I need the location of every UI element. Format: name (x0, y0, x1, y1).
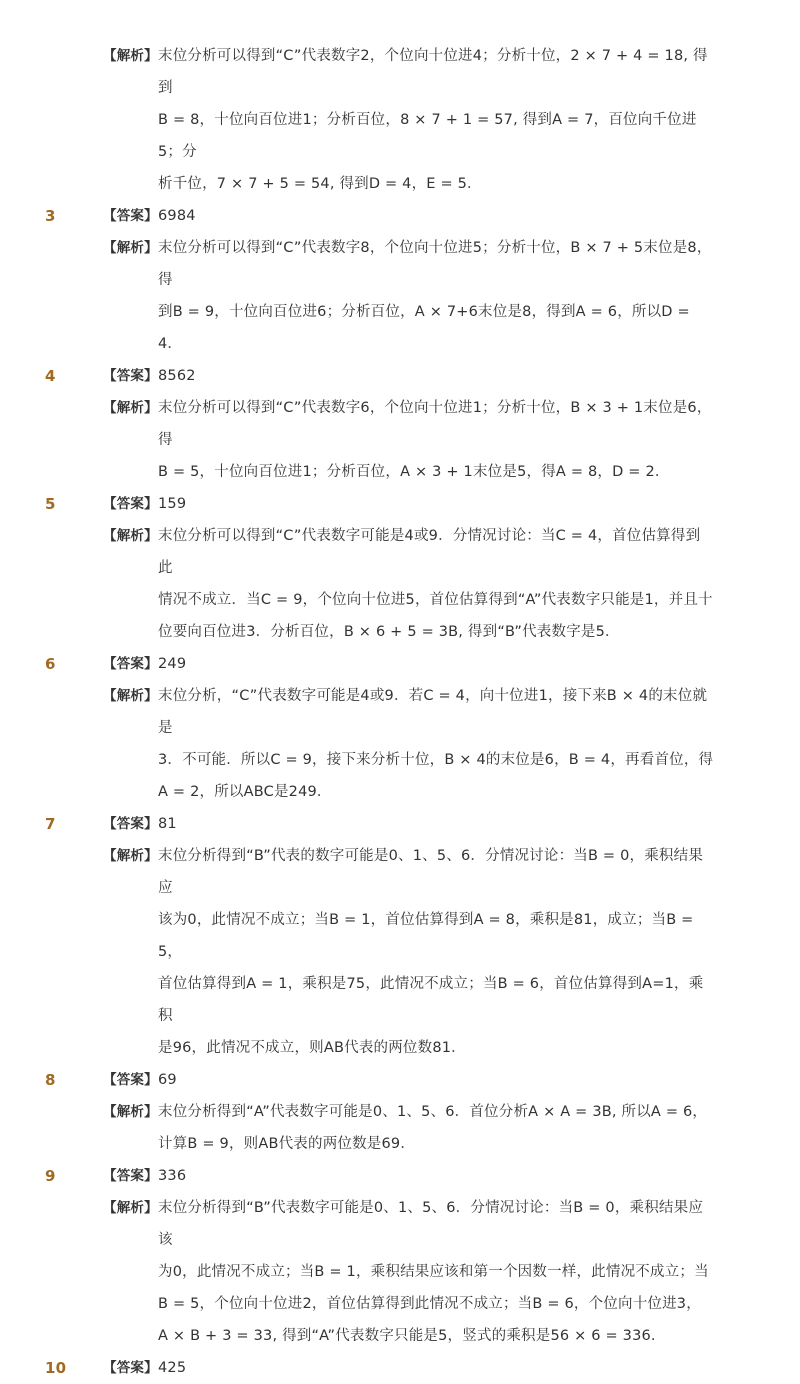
solution-item (0, 1352, 800, 1384)
answer-value: 159 (158, 496, 187, 512)
analysis-text: 计算B = 9，则AB代表的两位数是69． (158, 1136, 416, 1152)
analysis-text: 末位分析可以得到“C”代表数字可能是4或9．分情况讨论：当C = 4，首位估算得到此 (158, 528, 701, 576)
question-number: 10 (45, 1359, 67, 1377)
analysis-line (0, 1320, 714, 1352)
answer-tag: 【答案】 (103, 496, 158, 512)
answer-line (0, 1352, 714, 1384)
analysis-tag: 【解析】 (103, 528, 158, 544)
analysis-line (0, 168, 714, 200)
analysis-tag: 【解析】 (103, 240, 158, 256)
analysis-tag: 【解析】 (103, 1200, 158, 1216)
analysis-line (0, 232, 714, 296)
answer-value: 336 (158, 1168, 187, 1184)
answer-line (0, 200, 714, 232)
analysis-text: 首位估算得到A = 1，乘积是75，此情况不成立；当B = 6，首位估算得到A=1，乘积 (158, 976, 704, 1024)
answer-value: 249 (158, 656, 187, 672)
answer-tag: 【答案】 (103, 1072, 158, 1088)
analysis-line (0, 968, 714, 1032)
analysis-text: 是96，此情况不成立，则AB代表的两位数81． (158, 1040, 466, 1056)
analysis-text: 位要向百位进3．分析百位，B × 6 + 5 = 3B, 得到“B”代表数字是5． (158, 624, 620, 640)
analysis-line (0, 40, 714, 104)
analysis-text: 末位分析可以得到“C”代表数字6，个位向十位进1；分析十位，B × 3 + 1末位是6，得 (158, 400, 712, 448)
analysis-line (0, 1288, 714, 1320)
answer-line (0, 488, 714, 520)
answer-line (0, 1064, 714, 1096)
answer-tag: 【答案】 (103, 368, 158, 384)
answer-tag: 【答案】 (103, 656, 158, 672)
analysis-line (0, 680, 714, 744)
analysis-text: 末位分析可以得到“C”代表数字2，个位向十位进4；分析十位，2 × 7 + 4 = 18, 得到 (158, 48, 708, 96)
answer-value: 81 (158, 816, 177, 832)
question-number: 8 (45, 1071, 56, 1089)
analysis-text: 到B = 9，十位向百位进6；分析百位，A × 7+6末位是8，得到A = 6，所以D = 4． (158, 304, 690, 352)
analysis-line (0, 776, 714, 808)
analysis-tag: 【解析】 (103, 48, 158, 64)
solution-item (0, 808, 800, 1064)
solution-item (0, 200, 800, 360)
answer-tag: 【答案】 (103, 1168, 158, 1184)
analysis-text: 该为0，此情况不成立；当B = 1，首位估算得到A = 8，乘积是81，成立；当B = 5， (158, 912, 694, 960)
answer-value: 8562 (158, 368, 196, 384)
analysis-text: 析千位，7 × 7 + 5 = 54, 得到D = 4，E = 5． (158, 176, 482, 192)
analysis-text: 末位分析，“C”代表数字可能是4或9．若C = 4，向十位进1，接下来B × 4的末位就是 (158, 688, 708, 736)
answer-tag: 【答案】 (103, 208, 158, 224)
question-number: 3 (45, 207, 56, 225)
analysis-text: B = 8，十位向百位进1；分析百位，8 × 7 + 1 = 57, 得到A = 7，百位向千位进5；分 (158, 112, 697, 160)
analysis-line (0, 296, 714, 360)
question-number: 9 (45, 1167, 56, 1185)
analysis-text: 末位分析得到“B”代表的数字可能是0、1、5、6．分情况讨论：当B = 0，乘积结果应 (158, 848, 704, 896)
analysis-line (0, 104, 714, 168)
answer-value: 69 (158, 1072, 177, 1088)
analysis-line (0, 584, 714, 616)
solution-item (0, 648, 800, 808)
analysis-text: B = 5，个位向十位进2，首位估算得到此情况不成立；当B = 6，个位向十位进3， (158, 1296, 701, 1312)
answer-line (0, 648, 714, 680)
solution-item (0, 1064, 800, 1160)
answer-value: 425 (158, 1360, 187, 1376)
analysis-text: 末位分析得到“B”代表数字可能是0、1、5、6．分情况讨论：当B = 0，乘积结果应该 (158, 1200, 704, 1248)
analysis-line (0, 392, 714, 456)
analysis-line (0, 456, 714, 488)
answer-tag: 【答案】 (103, 1360, 158, 1376)
solution-item (0, 360, 800, 488)
solution-item (0, 1160, 800, 1352)
analysis-line (0, 1192, 714, 1256)
question-number: 6 (45, 655, 56, 673)
question-number: 7 (45, 815, 56, 833)
analysis-text: A × B + 3 = 33, 得到“A”代表数字只能是5，竖式的乘积是56 × 6 = 336. (158, 1328, 656, 1344)
analysis-line (0, 1096, 714, 1128)
question-number: 4 (45, 367, 56, 385)
solution-item (0, 40, 800, 200)
answer-line (0, 808, 714, 840)
analysis-tag: 【解析】 (103, 688, 158, 704)
analysis-line (0, 1256, 714, 1288)
analysis-text: 末位分析可以得到“C”代表数字8，个位向十位进5；分析十位，B × 7 + 5末位是8，得 (158, 240, 712, 288)
analysis-line (0, 1032, 714, 1064)
solution-item (0, 488, 800, 648)
analysis-text: B = 5，十位向百位进1；分析百位，A × 3 + 1末位是5，得A = 8，D = 2． (158, 464, 670, 480)
analysis-text: 情况不成立．当C = 9，个位向十位进5，首位估算得到“A”代表数字只能是1，并且十 (158, 592, 713, 608)
analysis-tag: 【解析】 (103, 848, 158, 864)
analysis-tag: 【解析】 (103, 1104, 158, 1120)
analysis-line (0, 840, 714, 904)
analysis-text: A = 2，所以ABC是249． (158, 784, 332, 800)
analysis-text: 3．不可能．所以C = 9，接下来分析十位，B × 4的末位是6，B = 4，再看首位，得 (158, 752, 714, 768)
answer-line (0, 360, 714, 392)
answer-tag: 【答案】 (103, 816, 158, 832)
analysis-line (0, 744, 714, 776)
answer-line (0, 1160, 714, 1192)
analysis-tag: 【解析】 (103, 400, 158, 416)
analysis-line (0, 616, 714, 648)
question-number: 5 (45, 495, 56, 513)
analysis-text: 为0，此情况不成立；当B = 1，乘积结果应该和第一个因数一样，此情况不成立；当 (158, 1264, 709, 1280)
analysis-line (0, 904, 714, 968)
analysis-text: 末位分析得到“A”代表数字可能是0、1、5、6．首位分析A × A = 3B, 所以A = 6， (158, 1104, 708, 1120)
analysis-line (0, 520, 714, 584)
answer-value: 6984 (158, 208, 196, 224)
